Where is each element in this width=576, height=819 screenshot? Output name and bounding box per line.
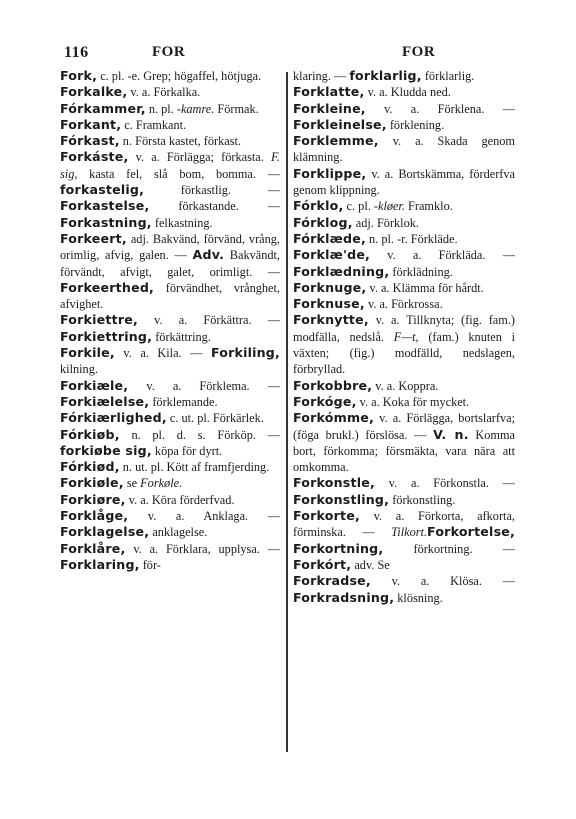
definition-text: v. a. Bortskämma, förderfva genom klippning.: [293, 166, 515, 198]
definition-text: v. a. Förkorta, afkorta, förminska. —: [293, 509, 515, 540]
definition-text: n. ut. pl. Kött af framfjerding.: [119, 460, 270, 475]
italic-text: F—t,: [393, 329, 419, 344]
left-column: [60, 68, 280, 768]
definition-text: förkortning. —: [383, 541, 515, 556]
headword: Forkile,: [60, 345, 115, 361]
definition-text: klaring. —: [293, 69, 350, 83]
sub-headword: Forkiettring,: [60, 328, 153, 344]
dictionary-entry: [293, 166, 515, 199]
definition-text: v. a. Koppra.: [372, 378, 439, 393]
definition-text: v. a. Koka för mycket.: [356, 394, 470, 409]
headword: Fórkiød,: [60, 459, 120, 475]
headword: Fórklo,: [293, 198, 344, 214]
definition-text: c. Framkant.: [121, 117, 187, 132]
headword: Forknuge,: [293, 279, 367, 295]
definition-text: förkastlig. —: [144, 183, 280, 198]
headword: Fórkast,: [60, 133, 120, 149]
definition-text: v. a. Förklara, upplysa. —: [125, 541, 280, 556]
dictionary-entry: [293, 198, 515, 214]
definition-text: v. a. Förklema. —: [128, 378, 280, 393]
definition-text: förklemande.: [149, 394, 218, 409]
headword: Forkómme,: [293, 410, 375, 426]
headword: Forkobbre,: [293, 377, 373, 393]
definition-text: v. a. Förklena. —: [365, 101, 515, 116]
dictionary-entry: [60, 410, 280, 426]
page-header: [64, 44, 512, 66]
sub-headword: forklarlig,: [349, 68, 422, 83]
column-divider: [286, 72, 288, 752]
headword: Forkonstle,: [293, 475, 375, 491]
sub-headword: Forklædning,: [293, 263, 390, 279]
headword: Forkiøle,: [60, 475, 124, 491]
sub-headword: Adv.: [192, 247, 225, 263]
dictionary-entry: [60, 475, 280, 491]
dictionary-entry: [60, 508, 280, 541]
headword: Forkáste,: [60, 149, 129, 165]
right-guide-word: FOR: [402, 44, 436, 60]
dictionary-entry: [293, 231, 515, 247]
sub-headword: Forkleinelse,: [293, 116, 387, 132]
headword: Forknuse,: [293, 296, 365, 312]
dictionary-entry: [293, 573, 515, 606]
definition-text: Förmak.: [214, 101, 259, 116]
headword: Fórklog,: [293, 214, 353, 230]
headword: Fórkammer,: [60, 100, 146, 116]
dictionary-entry: [293, 215, 515, 231]
sub-headword: V. n.: [433, 426, 469, 442]
headword: Forknytte,: [293, 312, 369, 328]
headword: Forklatte,: [293, 84, 365, 100]
headword: Fórkiærlighed,: [60, 410, 167, 426]
definition-text: förklarlig.: [421, 69, 475, 83]
dictionary-entry: [60, 117, 280, 133]
definition-text: n. pl. -r. Förkläde.: [365, 231, 458, 246]
dictionary-entry: [60, 68, 280, 84]
dictionary-entry: [60, 101, 280, 117]
definition-text: adj. Bakvänd, förvänd, vrång, orimlig, afvig, galen. —: [60, 231, 280, 263]
sub-headword: Forkiælelse,: [60, 393, 150, 409]
headword: Fórkiøb,: [60, 426, 120, 442]
dictionary-entry: [60, 541, 280, 574]
definition-text: v. a. Anklaga. —: [128, 509, 280, 524]
dictionary-entry: [60, 133, 280, 149]
italic-text: -kløer.: [373, 199, 405, 214]
headword: Forkeert,: [60, 230, 127, 246]
italic-text: Tilkort.: [391, 525, 428, 540]
definition-text: v. a. Förkrossa.: [364, 297, 443, 312]
sub-headword: forkastelig,: [60, 182, 145, 198]
definition-text: förkättring.: [152, 329, 211, 344]
definition-text: n. Första kastet, förkast.: [119, 134, 241, 149]
definition-text: v. a. Tillknyta; (fig. fam.) modfälla, nedslå.: [293, 313, 515, 344]
headword: Forkradse,: [293, 573, 371, 589]
sub-headword: Forklagelse,: [60, 524, 150, 540]
definition-text: v. a. Förkonstla. —: [374, 476, 515, 491]
headword: Forkant,: [60, 116, 122, 132]
dictionary-entry: [293, 101, 515, 134]
page-number: 116: [64, 44, 89, 61]
sub-headword: Forklaring,: [60, 556, 140, 572]
definition-text: v. a. Skada genom klämning.: [293, 134, 515, 165]
headword: Fork,: [60, 68, 98, 83]
italic-text: F. sig,: [60, 150, 280, 181]
definition-text: (fam.) knuten i växten; (fig.) modfälld, nedslagen, förbryllad.: [293, 329, 515, 377]
headword: Forklemme,: [293, 133, 379, 149]
definition-text: v. a. Kila. —: [114, 346, 211, 361]
sub-headword: Forkastelse,: [60, 198, 150, 214]
sub-headword: forkiøbe sig,: [60, 442, 152, 458]
dictionary-entry: [60, 459, 280, 475]
headword: Forklippe,: [293, 165, 367, 181]
dictionary-entry: [60, 149, 280, 230]
definition-text: köpa för dyrt.: [151, 443, 223, 458]
definition-text: adj. Förklok.: [352, 215, 419, 230]
definition-text: se: [123, 476, 141, 491]
sub-headword: Forkonstling,: [293, 491, 390, 507]
dictionary-entry: [60, 231, 280, 312]
definition-text: förklädning.: [389, 264, 453, 279]
dictionary-entry: [293, 508, 515, 573]
definition-text: n. pl. d. s. Förköp. —: [119, 427, 280, 442]
definition-text: Framklo.: [404, 199, 453, 214]
dictionary-entry: [60, 84, 280, 100]
dictionary-entry: [60, 427, 280, 460]
headword: Fórklæde,: [293, 230, 366, 246]
dictionary-entry: [293, 296, 515, 312]
dictionary-entry: [293, 394, 515, 410]
dictionary-entry: [293, 68, 515, 84]
italic-text: -kamre.: [176, 101, 215, 116]
right-column: [293, 68, 515, 768]
headword: Forkalke,: [60, 84, 128, 100]
definition-text: v. a. Köra förderfvad.: [125, 492, 235, 507]
sub-headword: Forkortelse, Forkortning,: [293, 524, 515, 556]
dictionary-entry: [293, 312, 515, 377]
definition-text: v. a. Förlägga; förkasta.: [128, 150, 271, 165]
sub-headword: Forkastning,: [60, 214, 152, 230]
sub-headword: Forkórt,: [293, 556, 352, 572]
definition-text: c. pl. -e. Grep; högaffel, hötjuga.: [97, 69, 262, 83]
definition-text: kasta fel, slå bom, bomma. —: [77, 166, 280, 181]
definition-text: v. a. Kludda ned.: [364, 85, 451, 100]
headword: Forkóge,: [293, 393, 357, 409]
headword: Forkiettre,: [60, 312, 138, 328]
dictionary-entry: [60, 492, 280, 508]
definition-text: v. a. Klösa. —: [370, 574, 515, 589]
headword: Forkorte,: [293, 508, 361, 524]
definition-text: förkastande. —: [149, 199, 280, 214]
sub-headword: Forkiling,: [210, 345, 280, 361]
headword: Forklåre,: [60, 540, 126, 556]
definition-text: c. ut. pl. Förkärlek.: [166, 411, 264, 426]
sub-headword: Forkeerthed,: [60, 279, 155, 295]
definition-text: förkonstling.: [389, 492, 456, 507]
dictionary-entry: [60, 312, 280, 345]
definition-text: v. a. Förkläda. —: [370, 248, 515, 263]
headword: Forkleine,: [293, 100, 366, 116]
definition-text: v. a. Förlägga, bortslarfva; (föga brukl.) förslösa. —: [293, 411, 515, 442]
definition-text: Komma bort, förkomma; försmäkta, vara nära att omkomma.: [293, 427, 515, 475]
italic-text: Forkøle.: [140, 476, 183, 491]
dictionary-entry: [293, 133, 515, 166]
sub-headword: Forkradsning,: [293, 589, 395, 605]
definition-text: adv. Se: [351, 557, 390, 572]
dictionary-entry: [293, 280, 515, 296]
dictionary-entry: [60, 378, 280, 411]
definition-text: för-: [139, 557, 161, 572]
dictionary-entry: [293, 247, 515, 280]
definition-text: c. pl.: [343, 199, 374, 214]
headword: Forklåge,: [60, 508, 129, 524]
headword: Forkiæle,: [60, 377, 129, 393]
dictionary-entry: [60, 345, 280, 378]
definition-text: Bakvändt, förvändt, afvigt, galet, orimligt. —: [60, 248, 280, 279]
dictionary-entry: [293, 84, 515, 100]
dictionary-entry: [293, 378, 515, 394]
definition-text: felkastning.: [151, 215, 213, 230]
definition-text: n. pl.: [145, 101, 177, 116]
left-guide-word: FOR: [152, 44, 186, 60]
headword: Forkiøre,: [60, 491, 126, 507]
definition-text: v. a. Klämma för hårdt.: [366, 280, 484, 295]
definition-text: klösning.: [394, 590, 443, 605]
dictionary-entry: [293, 410, 515, 475]
dictionary-entry: [293, 475, 515, 508]
definition-text: v. a. Förkalka.: [127, 85, 201, 100]
definition-text: förklening.: [386, 117, 445, 132]
definition-text: kilning.: [60, 362, 98, 377]
headword: Forklæ'de,: [293, 247, 371, 263]
definition-text: förvändhet, vrånghet, afvighet.: [60, 280, 280, 312]
definition-text: v. a. Förkättra. —: [137, 313, 280, 328]
definition-text: anklagelse.: [149, 525, 208, 540]
